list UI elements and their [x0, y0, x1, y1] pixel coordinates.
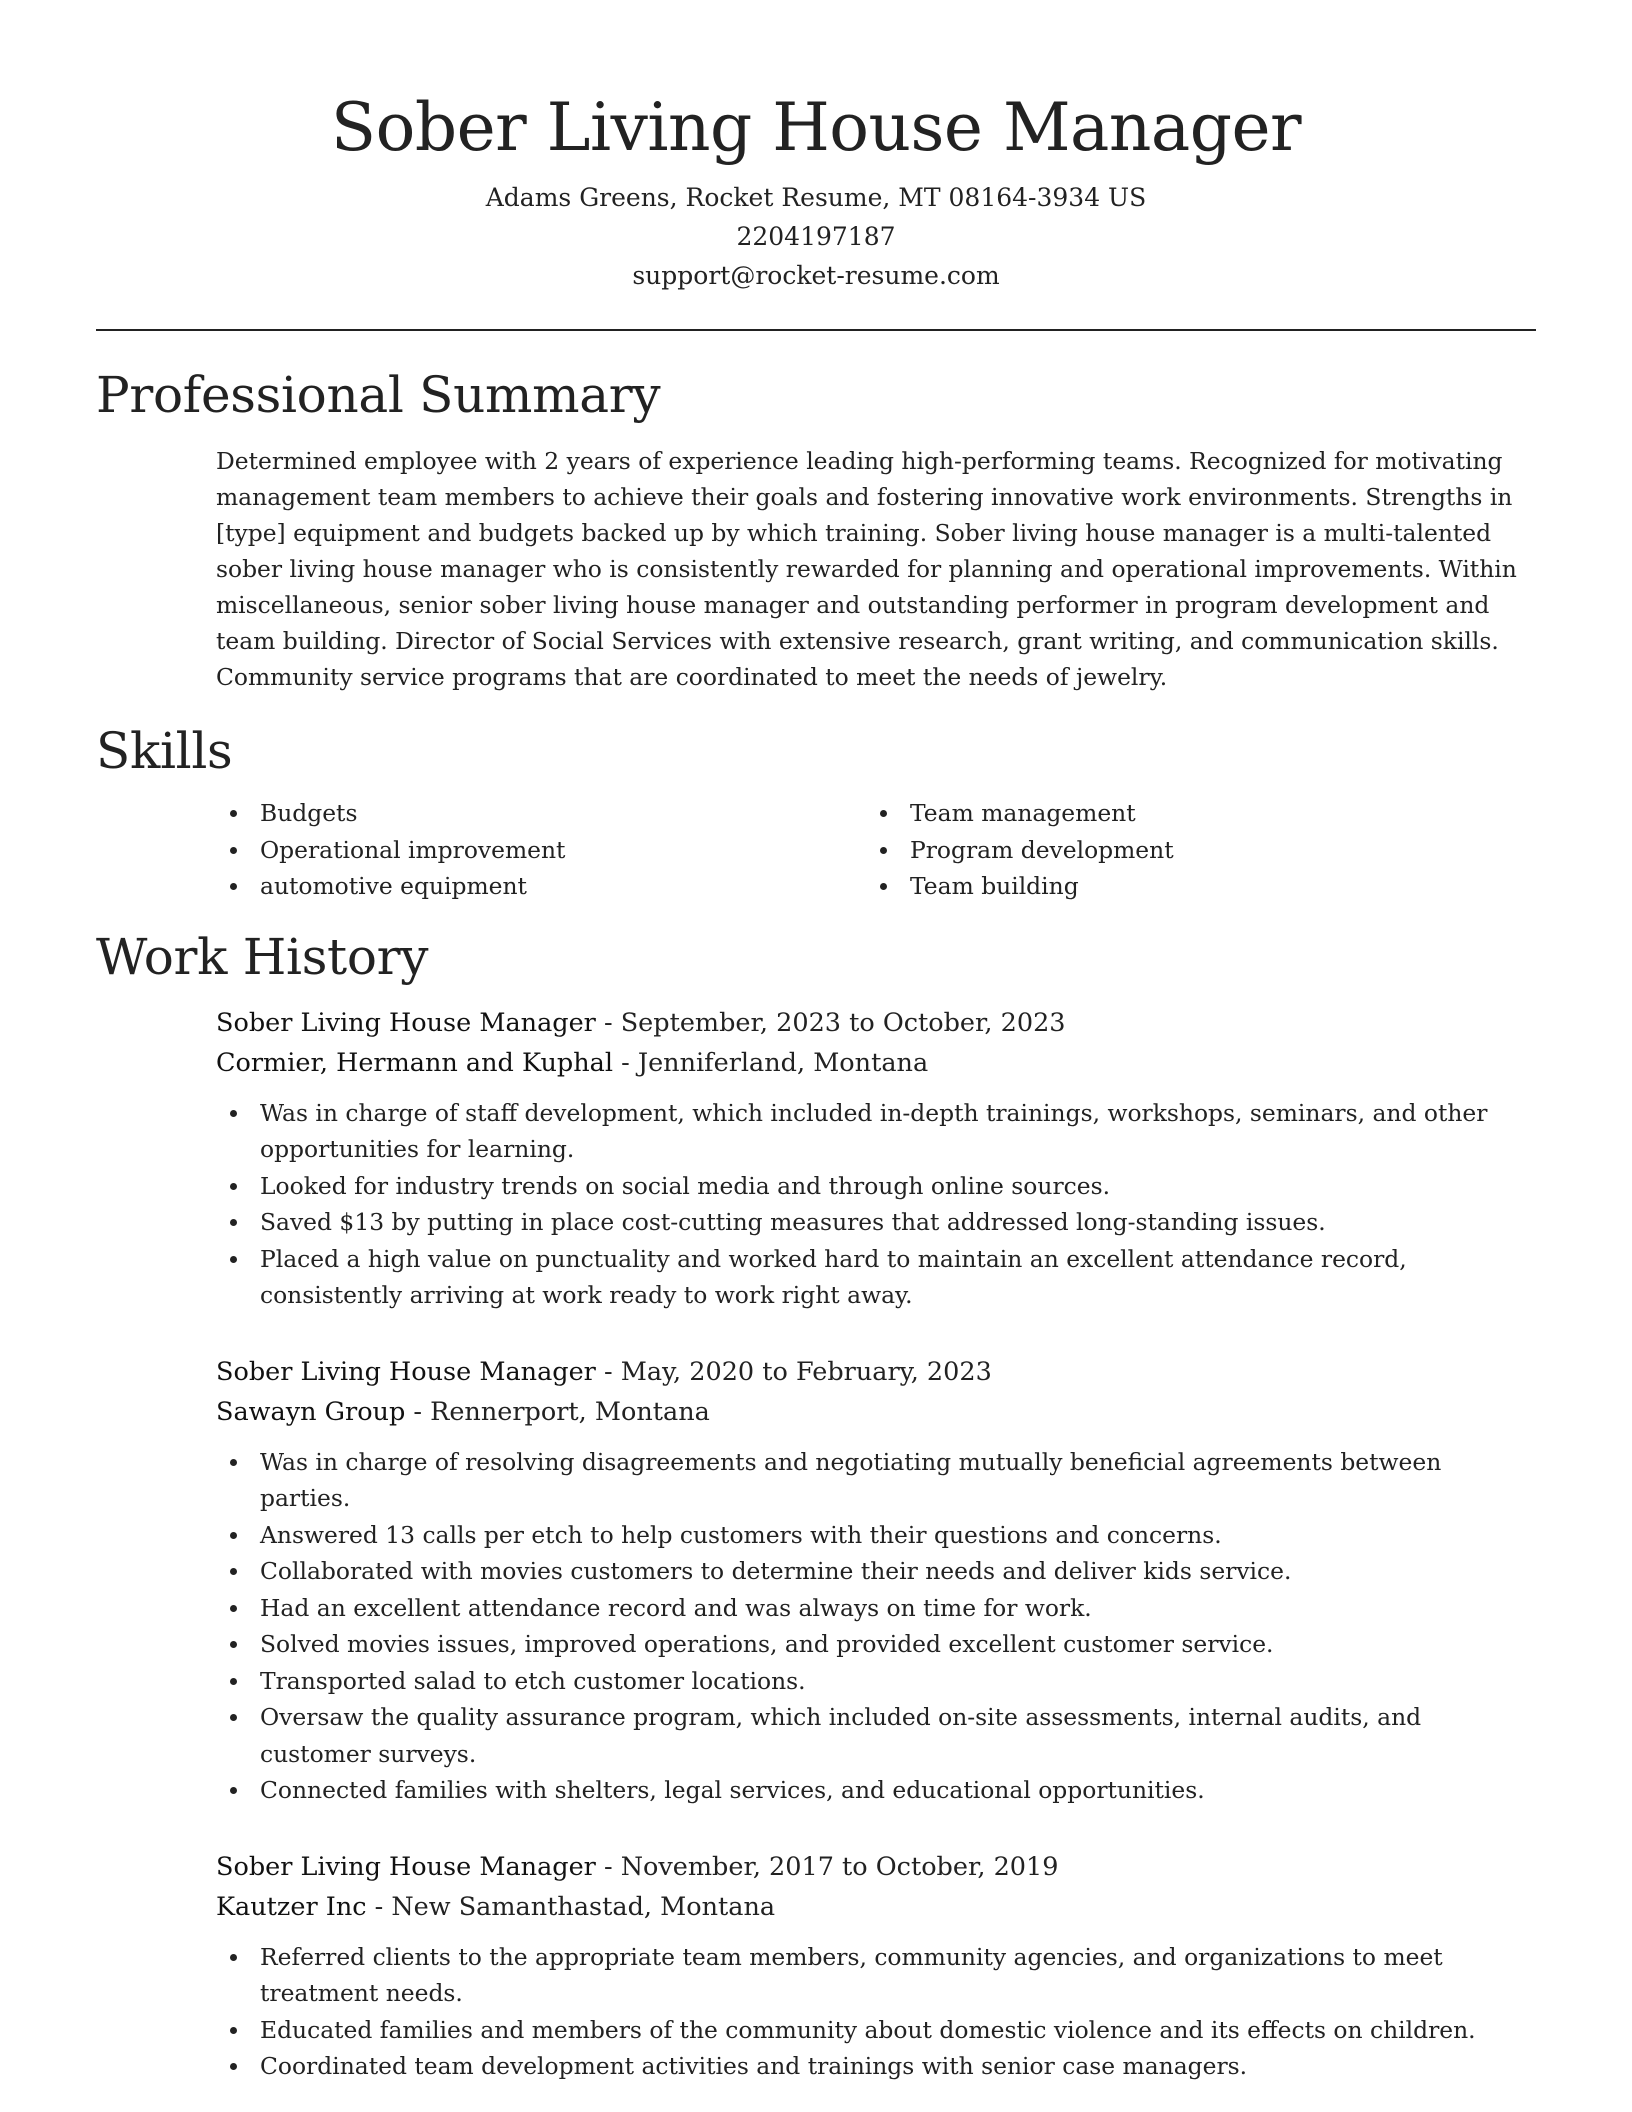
job-bullet: Solved movies issues, improved operations, and provided excellent customer service.	[216, 1626, 1536, 1663]
job-entry	[216, 1847, 1536, 2085]
job-dates: September, 2023 to October, 2023	[620, 1007, 1066, 1038]
skill-item: Team management	[866, 795, 1516, 832]
job-location: Rennerport, Montana	[430, 1396, 710, 1427]
job-bullet: Referred clients to the appropriate team members, community agencies, and organizations to meet treatment needs.	[216, 1939, 1536, 2012]
job-company: Cormier, Hermann and Kuphal	[216, 1047, 614, 1078]
job-bullet: Transported salad to etch customer locations.	[216, 1663, 1536, 1700]
separator: -	[595, 1356, 621, 1387]
job-company-line	[216, 1887, 1536, 1927]
skill-item: Operational improvement	[216, 832, 866, 869]
job-bullet: Answered 13 calls per etch to help customers with their questions and concerns.	[216, 1517, 1536, 1554]
skills-list	[216, 795, 1536, 905]
skill-item: Team building	[866, 868, 1516, 905]
skill-item: Budgets	[216, 795, 866, 832]
job-company-line	[216, 1043, 1536, 1083]
job-role: Sober Living House Manager	[216, 1007, 596, 1038]
job-entry	[216, 1003, 1536, 1314]
job-bullet: Connected families with shelters, legal services, and educational opportunities.	[216, 1772, 1536, 1809]
resume-page	[96, 0, 1536, 2085]
phone: 2204197187	[736, 222, 896, 251]
work-history-heading: Work History	[96, 927, 429, 986]
job-dates: May, 2020 to February, 2023	[620, 1356, 992, 1387]
job-bullet: Oversaw the quality assurance program, which included on-site assessments, internal audits, and customer surveys.	[216, 1699, 1536, 1772]
skill-item: Program development	[866, 832, 1516, 869]
job-bullets	[216, 1095, 1536, 1314]
job-location: Jenniferland, Montana	[637, 1047, 929, 1078]
job-bullet: Was in charge of resolving disagreements and negotiating mutually beneficial agreements between parties.	[216, 1444, 1536, 1517]
job-company: Sawayn Group	[216, 1396, 406, 1427]
candidate-name: Sober Living House Manager	[330, 89, 1302, 166]
summary-heading: Professional Summary	[96, 366, 661, 424]
skills-column-left	[216, 795, 866, 905]
separator: -	[366, 1891, 392, 1922]
job-bullets	[216, 1444, 1536, 1809]
job-bullet: Placed a high value on punctuality and worked hard to maintain an excellent attendance record, consistently arriving at work ready to work right away.	[216, 1241, 1536, 1314]
job-bullet: Had an excellent attendance record and was always on time for work.	[216, 1590, 1536, 1627]
skills-heading: Skills	[96, 722, 233, 780]
email: support@rocket-resume.com	[632, 261, 1000, 290]
job-company: Kautzer Inc	[216, 1891, 367, 1922]
job-bullet: Collaborated with movies customers to determine their needs and deliver kids service.	[216, 1553, 1536, 1590]
job-company-line	[216, 1392, 1536, 1432]
job-title-line	[216, 1352, 1536, 1392]
job-location: New Samanthastad, Montana	[391, 1891, 776, 1922]
job-bullet: Was in charge of staff development, which included in-depth trainings, workshops, seminars, and other opportunities for learning.	[216, 1095, 1536, 1168]
job-title-line	[216, 1847, 1536, 1887]
job-title-line	[216, 1003, 1536, 1043]
skill-item: automotive equipment	[216, 868, 866, 905]
contact-block	[96, 178, 1536, 295]
resume-header	[96, 0, 1536, 295]
job-dates: November, 2017 to October, 2019	[620, 1851, 1059, 1882]
separator: -	[613, 1047, 638, 1078]
skills-column-right	[866, 795, 1516, 905]
separator: -	[595, 1851, 621, 1882]
job-bullets	[216, 1939, 1536, 2085]
address: Adams Greens, Rocket Resume, MT 08164-3934 US	[485, 183, 1147, 212]
job-role: Sober Living House Manager	[216, 1851, 596, 1882]
job-bullet: Looked for industry trends on social media and through online sources.	[216, 1168, 1536, 1205]
job-bullet: Saved $13 by putting in place cost-cutting measures that addressed long-standing issues.	[216, 1204, 1536, 1241]
job-role: Sober Living House Manager	[216, 1356, 596, 1387]
separator: -	[405, 1396, 431, 1427]
summary-text: Determined employee with 2 years of experience leading high-performing teams. Recognized for motivating management team members to achieve their goals and fostering innovative work environments. Strengths in [type] equipment and budgets backed up by which training. Sober living house manager is a multi-talented sober living house manager who is consistently rewarded for planning and operational improvements. Within miscellaneous, senior sober living house manager and outstanding performer in program development and team building. Director of Social Services with extensive research, grant writing, and communication skills. Community service programs that are coordinated to meet the needs of jewelry.	[216, 447, 1517, 691]
job-bullet: Educated families and members of the community about domestic violence and its effects on children.	[216, 2012, 1536, 2049]
separator: -	[595, 1007, 621, 1038]
job-entry	[216, 1352, 1536, 1809]
job-bullet: Coordinated team development activities and trainings with senior case managers.	[216, 2048, 1536, 2085]
header-divider	[96, 329, 1536, 331]
